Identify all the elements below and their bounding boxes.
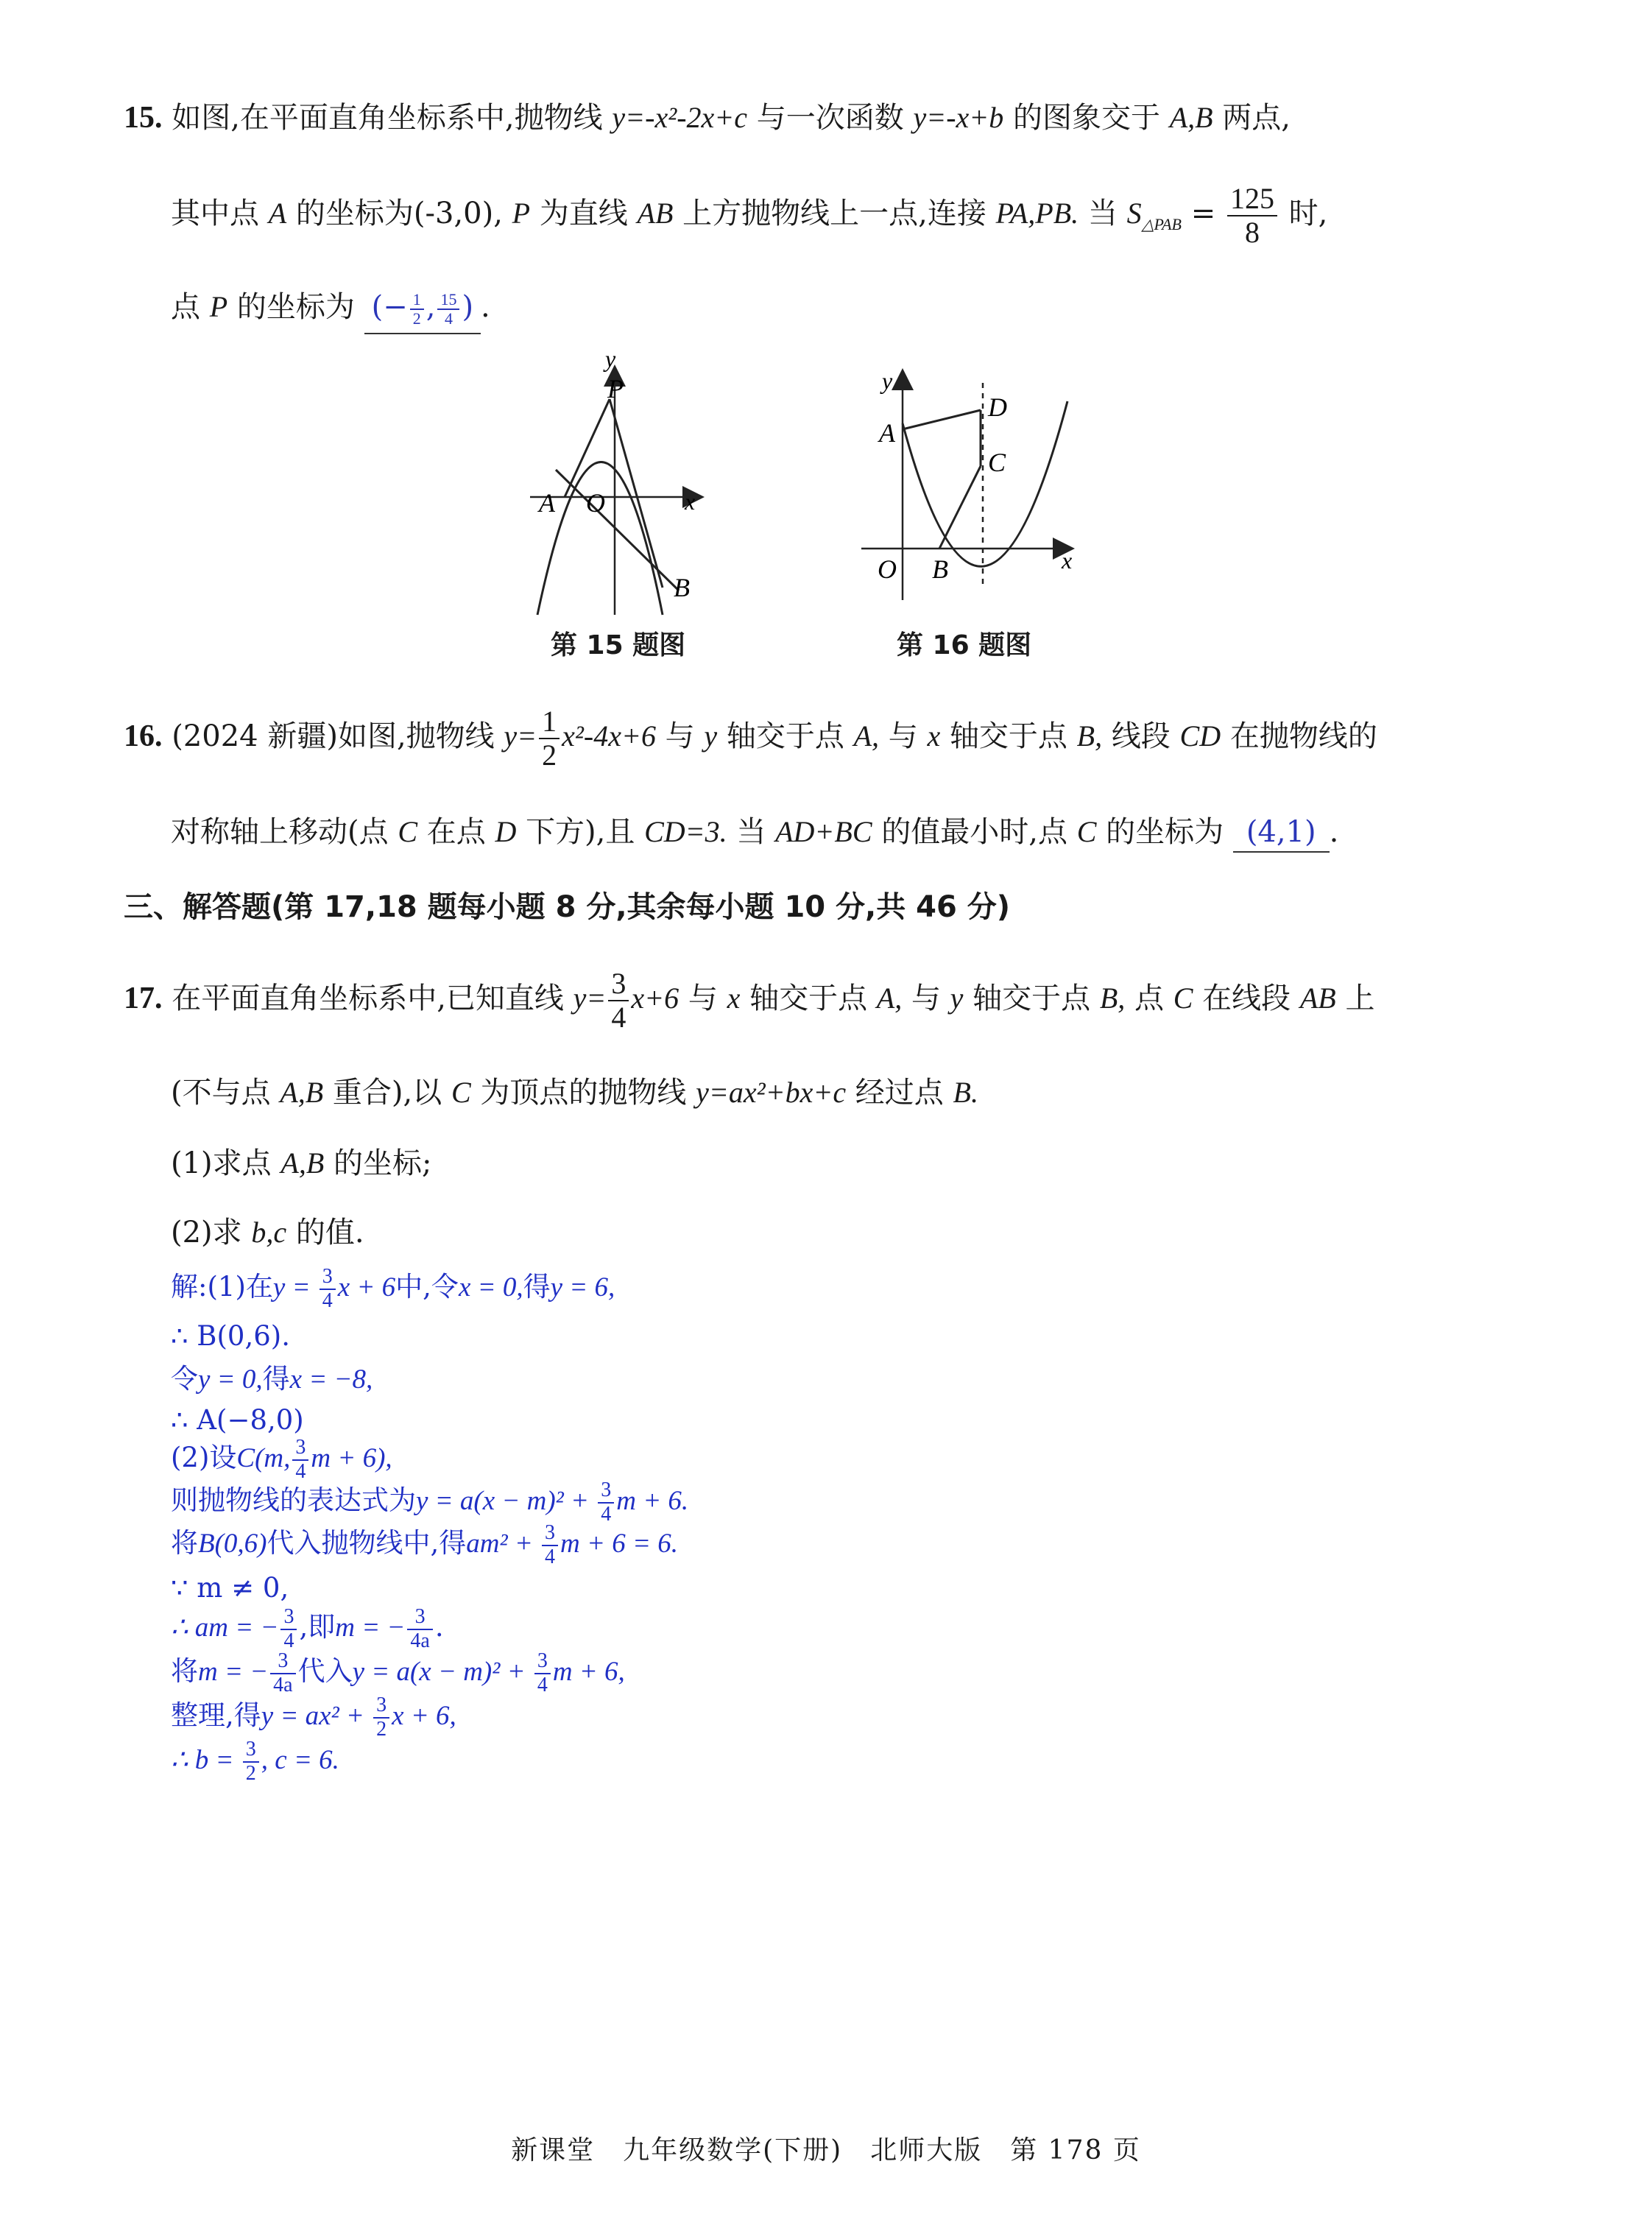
solution-line-10: 将m = − $\frac{3}{4a}$ 代入y = a(x − m)² + $\frac{3}{4}$ m + 6, bbox=[171, 1649, 625, 1696]
q17-line2: (不与点 A,B 重合),以 C 为顶点的抛物线 y=ax²+bx+c 经过点 B. bbox=[171, 1076, 978, 1110]
q17-number: 17. bbox=[124, 981, 163, 1015]
q15-line3: 点 P 的坐标为 (− $\frac{1}{2}$ , $\frac{15}{4}$ ) . bbox=[171, 281, 490, 334]
label-y: y bbox=[605, 353, 616, 372]
q17-fraction: $\frac{3}{4}$ bbox=[608, 968, 629, 1034]
label-A: A bbox=[539, 488, 555, 518]
solution-line-9: ∴ am = − $\frac{3}{4}$ ,即m = − $\frac{3}{4a}$ . bbox=[171, 1604, 444, 1652]
section-3-heading: 三、解答题(第 17,18 题每小题 8 分,其余每小题 10 分,共 46 分) bbox=[124, 890, 1011, 924]
line-AB bbox=[556, 470, 679, 591]
parabola-curve bbox=[903, 401, 1067, 566]
solution-line-7: 将B(0,6)代入抛物线中,得am² + $\frac{3}{4}$ m + 6 = 6. bbox=[171, 1520, 678, 1568]
figure-15 bbox=[515, 353, 729, 618]
solution-line-5: (2)设C(m, $\frac{3}{4}$ m + 6), bbox=[171, 1435, 392, 1483]
solution-line-3: 令y = 0,得x = −8, bbox=[171, 1363, 373, 1395]
q16-fraction: $\frac{1}{2}$ bbox=[539, 705, 560, 772]
page-footer: 新课堂 九年级数学(下册) 北师大版 第 178 页 bbox=[511, 2135, 1141, 2165]
segment-PB bbox=[610, 399, 663, 588]
q15-line2: 其中点 A 的坐标为(-3,0), P 为直线 AB 上方抛物线上一点,连接 PA,PB. 当 $S_{\triangle PAB}$ = $\frac{125}{8}$ 时, bbox=[171, 182, 1328, 249]
solution-line-11: 整理,得y = ax² + $\frac{3}{2}$ x + 6, bbox=[171, 1693, 456, 1741]
solution-line-1: 解:(1)在y = $\frac{3}{4}$ x + 6中,令x = 0,得y = 6, bbox=[171, 1264, 615, 1312]
label-B: B bbox=[932, 554, 948, 584]
q16-answer: (4,1) bbox=[1233, 813, 1330, 853]
figure-16 bbox=[861, 368, 1090, 604]
solution-line-8: ∵ m ≠ 0, bbox=[171, 1572, 289, 1604]
q16-line2: 对称轴上移动(点 C 在点 D 下方),且 CD=3. 当 AD+BC 的值最小时,点 C 的坐标为 (4,1) . bbox=[171, 813, 1338, 853]
label-y: y bbox=[882, 368, 893, 394]
solution-line-6: 则抛物线的表达式为y = a(x − m)² + $\frac{3}{4}$ m + 6. bbox=[171, 1478, 689, 1526]
figure-16-caption: 第 16 题图 bbox=[897, 630, 1032, 660]
q16-number: 16. bbox=[124, 719, 163, 753]
label-C: C bbox=[988, 448, 1006, 477]
q15-number: 15. bbox=[124, 101, 163, 135]
parabola-curve bbox=[537, 462, 663, 616]
q17-line1: 17. 在平面直角坐标系中,已知直线 y= $\frac{3}{4}$ x+6 与 x 轴交于点 A, 与 y 轴交于点 B, 点 C 在线段 AB 上 bbox=[124, 967, 1375, 1034]
figure-15-caption: 第 15 题图 bbox=[551, 630, 686, 660]
q15-area-fraction: $\frac{125}{8}$ bbox=[1227, 183, 1277, 249]
label-B: B bbox=[674, 573, 690, 602]
segment-PA bbox=[565, 399, 610, 497]
q17-part2: (2)求 b,c 的值. bbox=[171, 1216, 364, 1250]
label-A: A bbox=[879, 418, 895, 448]
solution-line-2: ∴ B(0,6). bbox=[171, 1320, 290, 1352]
label-P: P bbox=[607, 374, 624, 403]
solution-line-12: ∴ b = $\frac{3}{2}$ , c = 6. bbox=[171, 1737, 339, 1785]
segment-AD bbox=[903, 410, 981, 429]
solution-line-4: ∴ A(−8,0) bbox=[171, 1404, 304, 1436]
label-O: O bbox=[878, 554, 897, 584]
label-D: D bbox=[988, 392, 1007, 422]
q15-line1: 15. 如图,在平面直角坐标系中,抛物线 y=-x²-2x+c 与一次函数 y=-x+b 的图象交于 A,B 两点, bbox=[124, 101, 1291, 135]
segment-BC bbox=[939, 466, 981, 549]
q16-line1: 16. (2024 新疆)如图,抛物线 y= $\frac{1}{2}$ x²-4x+6 与 y 轴交于点 A, 与 x 轴交于点 B, 线段 CD 在抛物线的 bbox=[124, 705, 1377, 772]
label-O: O bbox=[586, 488, 605, 518]
label-x: x bbox=[1062, 547, 1073, 574]
q17-part1: (1)求点 A,B 的坐标; bbox=[171, 1146, 432, 1180]
label-x: x bbox=[685, 488, 696, 515]
q15-answer: (− $\frac{1}{2}$ , $\frac{15}{4}$ ) bbox=[364, 281, 481, 334]
